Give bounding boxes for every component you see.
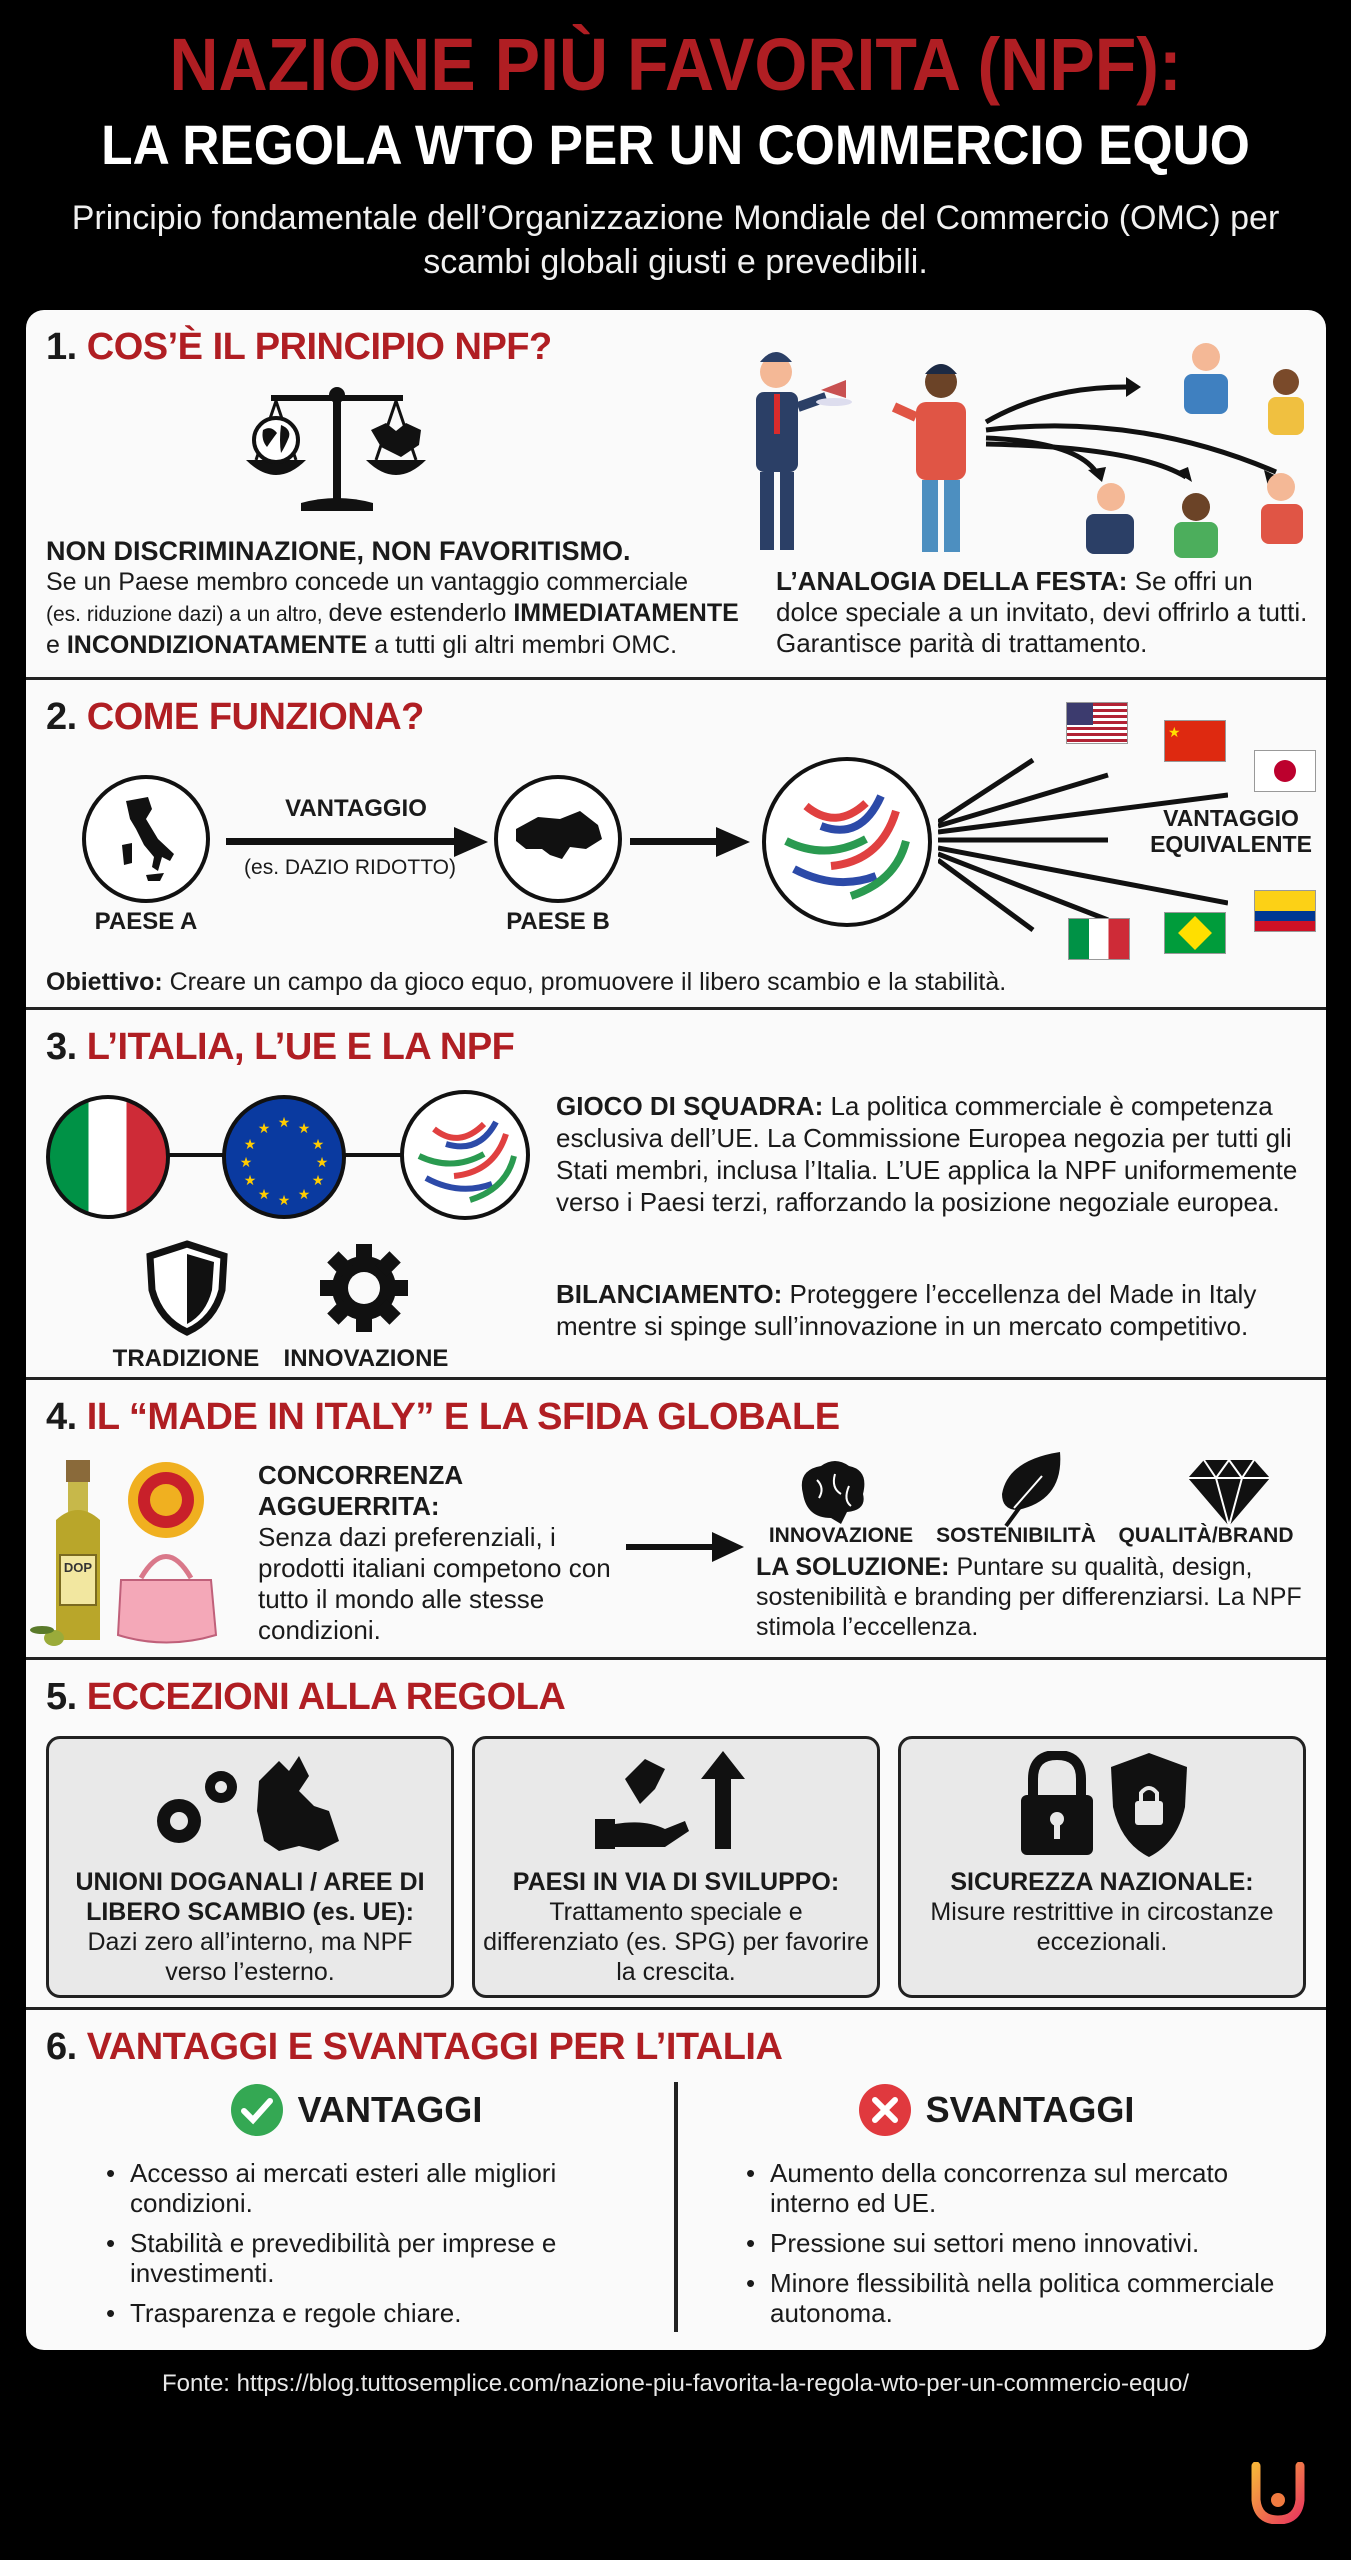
- section-title: [46, 326, 552, 369]
- cons-header: [686, 2080, 1306, 2140]
- section-heading: COS’È IL PRINCIPIO NPF?: [86, 326, 552, 368]
- competition-text: Senza dazi preferenziali, i prodotti italiani competono con tutto il mondo alle stesse condizioni.: [258, 1522, 611, 1645]
- heading-text: NON DISCRIMINAZIONE, NON FAVORITISMO.: [46, 536, 631, 566]
- arrow-right-icon: [630, 827, 750, 857]
- svg-text:★: ★: [243, 1172, 257, 1188]
- flag-italy-icon: [1068, 918, 1130, 960]
- npf-heading: [46, 535, 631, 567]
- exception-description: Trattamento speciale e differenziato (es. SPG) per favorire la crescita.: [483, 1898, 869, 1986]
- desc-text: e: [46, 631, 67, 659]
- desc-bold: INCONDIZIONATAMENTE: [66, 631, 368, 659]
- section-title: [46, 1676, 565, 1719]
- arrow-up-icon: [701, 1751, 745, 1849]
- svg-text:★: ★: [311, 1136, 325, 1152]
- svg-text:★: ★: [315, 1154, 329, 1170]
- equivalent-line-2: EQUIVALENTE: [1150, 831, 1312, 857]
- diamond-icon: [1186, 1458, 1272, 1528]
- section-how-it-works: [26, 680, 1326, 1010]
- teamwork-label: GIOCO DI SQUADRA:: [556, 1091, 824, 1121]
- svg-text:★: ★: [277, 1192, 291, 1208]
- cons-column: [686, 2080, 1306, 2338]
- arrow-right-icon: [226, 827, 488, 857]
- teamwork-paragraph: [556, 1090, 1316, 1218]
- section-heading: COME FUNZIONA?: [86, 696, 424, 738]
- flag-brazil-icon: [1164, 912, 1226, 954]
- section-number: 6.: [46, 2026, 77, 2068]
- party-illustration: [716, 322, 1316, 562]
- desc-text: deve estenderlo: [328, 599, 514, 627]
- exception-developing-countries: [472, 1736, 880, 1998]
- desc-line-3: [46, 630, 786, 661]
- exception-label: PAESI IN VIA DI SVILUPPO:: [512, 1868, 840, 1896]
- section-title: [46, 696, 424, 739]
- competition-block: [258, 1460, 638, 1646]
- balance-paragraph: [556, 1278, 1316, 1342]
- page-description: Principio fondamentale dell’Organizzazione Mondiale del Commercio (OMC) per scambi globali giusti e prevedibili.: [71, 199, 1280, 281]
- equivalent-line-1: VANTAGGIO: [1163, 805, 1299, 831]
- shield-icon: [144, 1240, 230, 1336]
- balance-text: Proteggere l’eccellenza del Made in Italy mentre si spinge sull’innovazione in un mercato competitivo.: [556, 1279, 1257, 1341]
- header: [0, 0, 1351, 310]
- section-number: 2.: [46, 696, 77, 738]
- desc-text: a tutti gli altri membri OMC.: [367, 631, 678, 659]
- svg-text:★: ★: [277, 1114, 291, 1130]
- wto-logo-icon: [400, 1090, 530, 1220]
- section-heading: IL “MADE IN ITALY” E LA SFIDA GLOBALE: [86, 1396, 840, 1438]
- ukraine-map-icon: [494, 775, 622, 903]
- gears-europe-icon: [139, 1751, 369, 1861]
- pros-title: VANTAGGI: [297, 2089, 483, 2130]
- svg-text:★: ★: [297, 1186, 311, 1202]
- section-number: 4.: [46, 1396, 77, 1438]
- advantage-example: (es. DAZIO RIDOTTO): [244, 856, 456, 879]
- equivalent-advantage-label: [1131, 805, 1331, 857]
- country-a-label: PAESE A: [94, 908, 198, 935]
- check-circle-icon: [230, 2083, 284, 2137]
- section-made-in-italy: [26, 1380, 1326, 1660]
- goal-label: Obiettivo:: [46, 968, 163, 996]
- pillar-quality-brand: QUALITÀ/BRAND: [1118, 1524, 1294, 1547]
- helping-hand-arrow-icon: [585, 1749, 775, 1859]
- person-host-icon: [756, 352, 852, 550]
- pros-list: [46, 2158, 666, 2328]
- page-title: NAZIONE PIÙ FAVORITA (NPF):: [169, 23, 1182, 106]
- arrow-right-icon: [626, 1532, 746, 1562]
- exception-national-security: [898, 1736, 1306, 1998]
- party-analogy: [776, 566, 1316, 659]
- security-icons: [1011, 1751, 1201, 1861]
- flag-colombia-icon: [1254, 890, 1316, 932]
- exception-description: Misure restrittive in circostanze eccezionali.: [930, 1898, 1274, 1956]
- pillar-sustainability: SOSTENIBILITÀ: [936, 1524, 1096, 1547]
- analogy-label: L’ANALOGIA DELLA FESTA:: [776, 566, 1128, 596]
- gear-icon: [316, 1240, 412, 1336]
- shield-lock-icon: [1111, 1753, 1187, 1857]
- section-heading: L’ITALIA, L’UE E LA NPF: [86, 1026, 515, 1068]
- section-heading: VANTAGGI E SVANTAGGI PER L’ITALIA: [86, 2026, 783, 2068]
- npf-description: [46, 567, 786, 661]
- svg-text:★: ★: [239, 1154, 253, 1170]
- column-divider: [674, 2082, 678, 2332]
- desc-bold: IMMEDIATAMENTE: [513, 599, 739, 627]
- exception-text: [57, 1867, 443, 1987]
- svg-text:★: ★: [311, 1172, 325, 1188]
- olive-oil-bottle-icon: [30, 1460, 100, 1646]
- cons-item: • Pressione sui settori meno innovativi.: [746, 2228, 1306, 2258]
- svg-text:DOP: DOP: [63, 1560, 93, 1575]
- desc-line-2: [46, 598, 786, 630]
- section-title: [46, 1026, 514, 1069]
- goal-statement: [46, 966, 1006, 998]
- solution-block: [756, 1552, 1316, 1642]
- goal-text: Creare un campo da gioco equo, promuovere il libero scambio e la stabilità.: [162, 968, 1007, 996]
- section-number: 5.: [46, 1676, 77, 1718]
- exception-label: SICUREZZA NAZIONALE:: [950, 1868, 1254, 1896]
- europe-map-icon: [257, 1756, 339, 1851]
- svg-text:★: ★: [243, 1136, 257, 1152]
- cons-title: SVANTAGGI: [925, 2089, 1135, 2130]
- solution-label: LA SOLUZIONE:: [756, 1553, 950, 1581]
- teamwork-text: La politica commerciale è competenza esclusiva dell’UE. La Commissione Europea negozia per tutti gli Stati membri, inclusa l’Italia. L’UE applica la NPF uniformemente verso i Paesi terzi, rafforzando la posizione negoziale europea.: [556, 1091, 1298, 1217]
- receiving-hand-icon: [595, 1819, 689, 1849]
- guest-group-icons: [1086, 343, 1304, 558]
- padlock-icon: [1021, 1755, 1093, 1855]
- solution-text: Puntare su qualità, design, sostenibilità e branding per differenziarsi. La NPF stimola l’eccellenza.: [756, 1553, 1302, 1641]
- section-title: [46, 1396, 840, 1439]
- section-npf-principle: [26, 310, 1326, 680]
- section-exceptions: [26, 1660, 1326, 2010]
- tradition-label: TRADIZIONE: [112, 1345, 260, 1372]
- pros-header: [46, 2080, 666, 2140]
- analogy-text: Se offri un dolce speciale a un invitato, devi offrirlo a tutti. Garantisce parità di trattamento.: [776, 566, 1308, 658]
- flag-usa-icon: [1066, 702, 1128, 744]
- scale-icon: [241, 385, 431, 525]
- italy-map-icon: [82, 775, 210, 903]
- pros-item: • Accesso ai mercati esteri alle migliori condizioni.: [106, 2158, 666, 2218]
- country-b-label: PAESE B: [506, 908, 610, 935]
- page-subtitle-title: LA REGOLA WTO PER UN COMMERCIO EQUO: [101, 113, 1250, 176]
- giving-hand-icon: [625, 1759, 665, 1804]
- pros-item: • Trasparenza e regole chiare.: [106, 2298, 666, 2328]
- person-guest-icon: [894, 364, 966, 552]
- pros-item: • Stabilità e prevedibilità per imprese e investimenti.: [106, 2228, 666, 2288]
- italy-flag-icon: [46, 1095, 170, 1219]
- italian-products-icon: [26, 1460, 236, 1650]
- flag-japan-icon: [1254, 750, 1316, 792]
- source-link[interactable]: Fonte: https://blog.tuttosemplice.com/nazione-piu-favorita-la-regola-wto-per-un-commercio-equo/: [161, 2370, 1190, 2397]
- leaf-icon: [994, 1450, 1066, 1530]
- cons-list: [686, 2158, 1306, 2328]
- desc-line-1: Se un Paese membro concede un vantaggio commerciale: [46, 568, 689, 596]
- section-number: 1.: [46, 326, 77, 368]
- svg-text:★: ★: [257, 1186, 271, 1202]
- cons-item: • Aumento della concorrenza sul mercato interno ed UE.: [746, 2158, 1306, 2218]
- pros-column: [46, 2080, 666, 2338]
- pillar-innovation: INNOVAZIONE: [768, 1524, 914, 1547]
- x-circle-icon: [858, 2083, 912, 2137]
- dop-seal-icon: [128, 1462, 204, 1538]
- balance-label: BILANCIAMENTO:: [556, 1279, 783, 1309]
- cons-item: • Minore flessibilità nella politica commerciale autonoma.: [746, 2268, 1306, 2328]
- exception-label: UNIONI DOGANALI / AREE DI LIBERO SCAMBIO (es. UE):: [75, 1868, 425, 1926]
- exception-text: [909, 1867, 1295, 1957]
- brand-logo-icon: [1248, 2462, 1308, 2524]
- wto-logo-icon: [762, 757, 932, 927]
- exception-description: Dazi zero all’interno, ma NPF verso l’esterno.: [87, 1928, 413, 1986]
- distribution-arrows: [986, 387, 1276, 477]
- section-number: 3.: [46, 1026, 77, 1068]
- desc-example: (es. riduzione dazi) a un altro,: [46, 603, 329, 626]
- exception-text: [483, 1867, 869, 1987]
- exception-customs-unions: [46, 1736, 454, 1998]
- flag-china-icon: ★: [1164, 720, 1226, 762]
- brain-icon: [791, 1458, 871, 1528]
- handbag-icon: [118, 1557, 216, 1643]
- advantage-label: VANTAGGIO: [285, 795, 427, 822]
- svg-text:★: ★: [297, 1120, 311, 1136]
- competition-label: CONCORRENZA AGGUERRITA:: [258, 1460, 463, 1521]
- section-title: [46, 2026, 782, 2069]
- section-heading: ECCEZIONI ALLA REGOLA: [86, 1676, 566, 1718]
- innovation-label: INNOVAZIONE: [283, 1345, 449, 1372]
- section-pros-cons: [26, 2010, 1326, 2350]
- section-italy-eu: [26, 1010, 1326, 1380]
- globe-icon: [254, 418, 298, 462]
- eu-flag-icon: [222, 1095, 346, 1219]
- svg-text:★: ★: [257, 1120, 271, 1136]
